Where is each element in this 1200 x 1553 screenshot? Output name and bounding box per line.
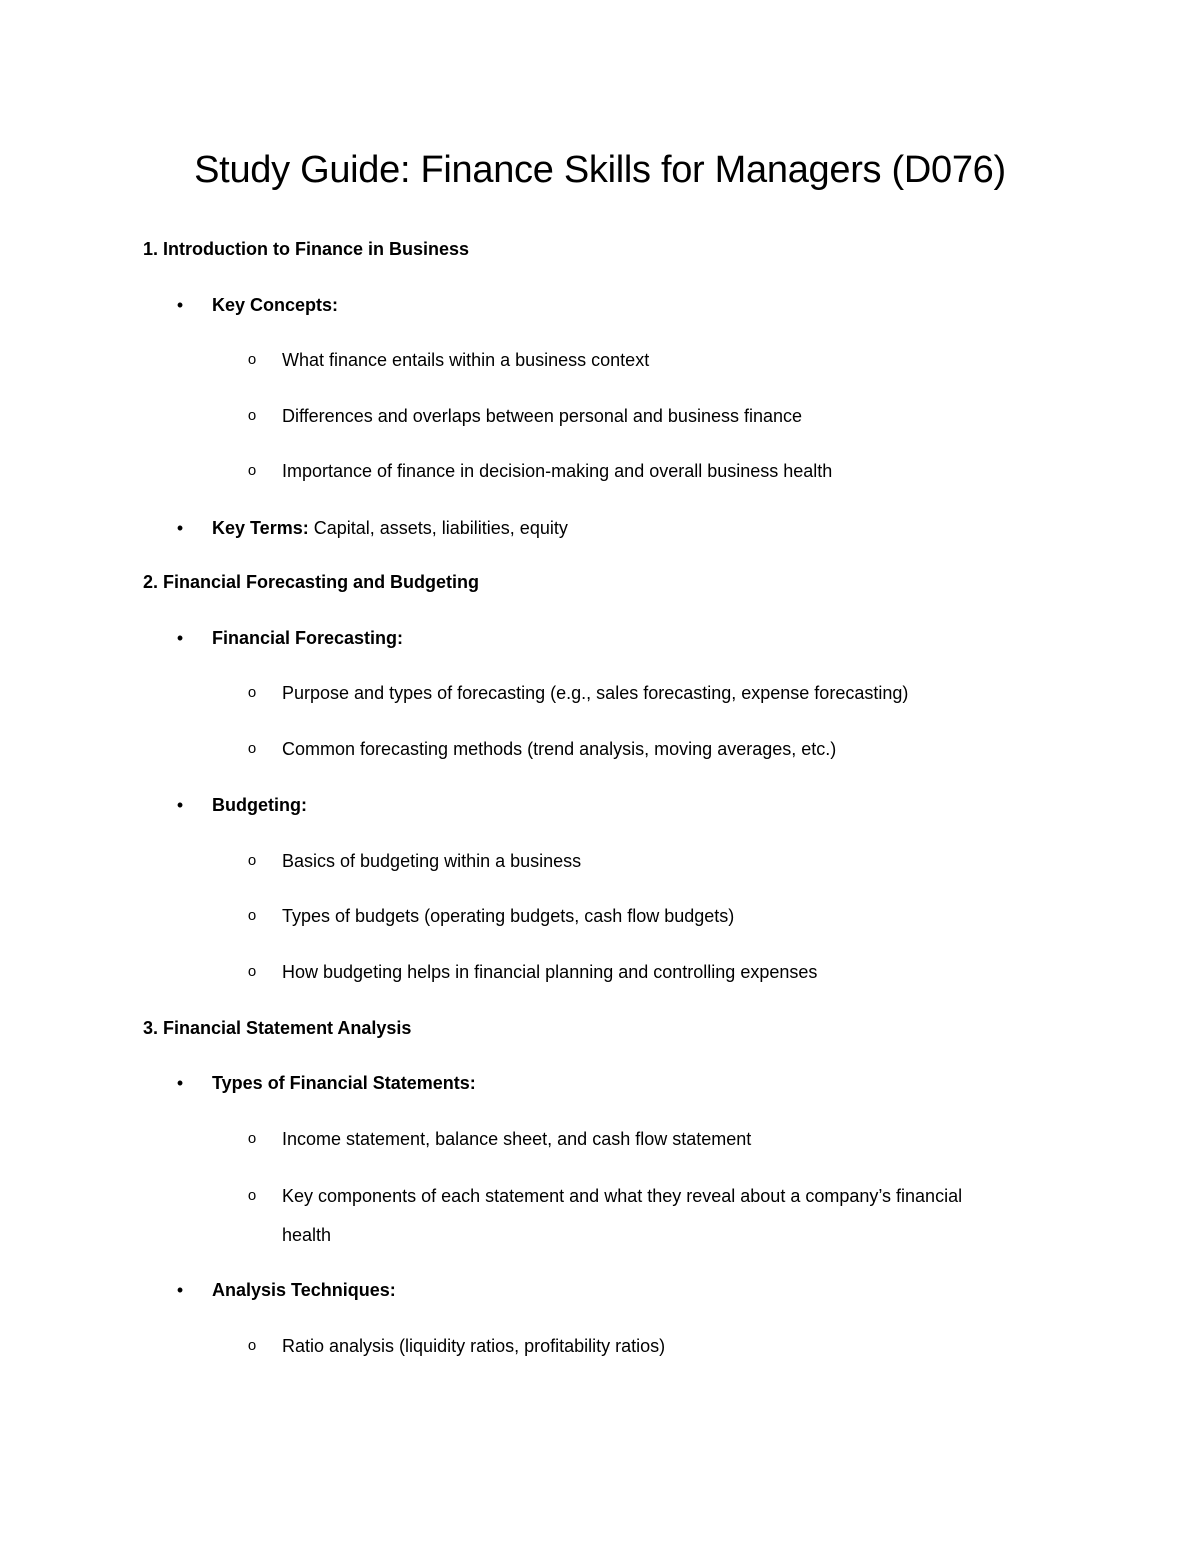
sub-bullet-icon: o <box>247 462 257 479</box>
sub-bullet-item: Common forecasting methods (trend analysis, moving averages, etc.) <box>282 739 837 759</box>
sub-bullet-icon: o <box>247 1130 257 1147</box>
section-heading: 3. Financial Statement Analysis <box>143 1018 412 1038</box>
bullet-item <box>212 516 568 540</box>
sub-bullet-icon: o <box>247 1337 257 1354</box>
bullet-label: Types of Financial Statements: <box>212 1073 476 1093</box>
bullet-icon: • <box>176 628 184 648</box>
bullet-icon: • <box>176 795 184 815</box>
bullet-text: Capital, assets, liabilities, equity <box>308 518 568 538</box>
bullet-icon: • <box>176 295 184 315</box>
bullet-item <box>212 1071 476 1095</box>
bullet-item <box>212 1278 396 1302</box>
sub-bullet-item: Importance of finance in decision-making and overall business health <box>282 461 833 481</box>
sub-bullet-icon: o <box>247 1187 257 1204</box>
bullet-item <box>212 293 338 317</box>
sub-bullet-item: Basics of budgeting within a business <box>282 851 582 871</box>
sub-bullet-item: Differences and overlaps between personal and business finance <box>282 406 803 426</box>
section-heading: 2. Financial Forecasting and Budgeting <box>143 572 480 592</box>
bullet-label: Key Concepts: <box>212 295 339 315</box>
sub-bullet-item: Ratio analysis (liquidity ratios, profitability ratios) <box>282 1336 666 1356</box>
bullet-label: Budgeting: <box>212 795 307 815</box>
section-heading: 1. Introduction to Finance in Business <box>143 239 470 259</box>
bullet-label: Financial Forecasting: <box>212 628 404 648</box>
sub-bullet-icon: o <box>247 351 257 368</box>
sub-bullet-icon: o <box>247 852 257 869</box>
sub-bullet-icon: o <box>247 963 257 980</box>
sub-bullet-item: Key components of each statement and what they reveal about a company’s financial <box>282 1186 963 1206</box>
sub-bullet-continuation: health <box>282 1225 332 1245</box>
document-title: Study Guide: Finance Skills for Managers (D076) <box>194 149 1006 191</box>
sub-bullet-item: Types of budgets (operating budgets, cash flow budgets) <box>282 906 735 926</box>
bullet-icon: • <box>176 1073 184 1093</box>
sub-bullet-icon: o <box>247 907 257 924</box>
sub-bullet-item: What finance entails within a business context <box>282 350 650 370</box>
sub-bullet-icon: o <box>247 684 257 701</box>
sub-bullet-item: Income statement, balance sheet, and cash flow statement <box>282 1129 752 1149</box>
sub-bullet-icon: o <box>247 740 257 757</box>
bullet-label: Key Terms: <box>212 518 309 538</box>
sub-bullet-icon: o <box>247 407 257 424</box>
bullet-icon: • <box>176 518 184 538</box>
bullet-label: Analysis Techniques: <box>212 1280 396 1300</box>
sub-bullet-item: How budgeting helps in financial planning and controlling expenses <box>282 962 818 982</box>
bullet-item <box>212 626 403 650</box>
bullet-icon: • <box>176 1280 184 1300</box>
sub-bullet-item: Purpose and types of forecasting (e.g., sales forecasting, expense forecasting) <box>282 683 909 703</box>
bullet-item <box>212 793 307 817</box>
